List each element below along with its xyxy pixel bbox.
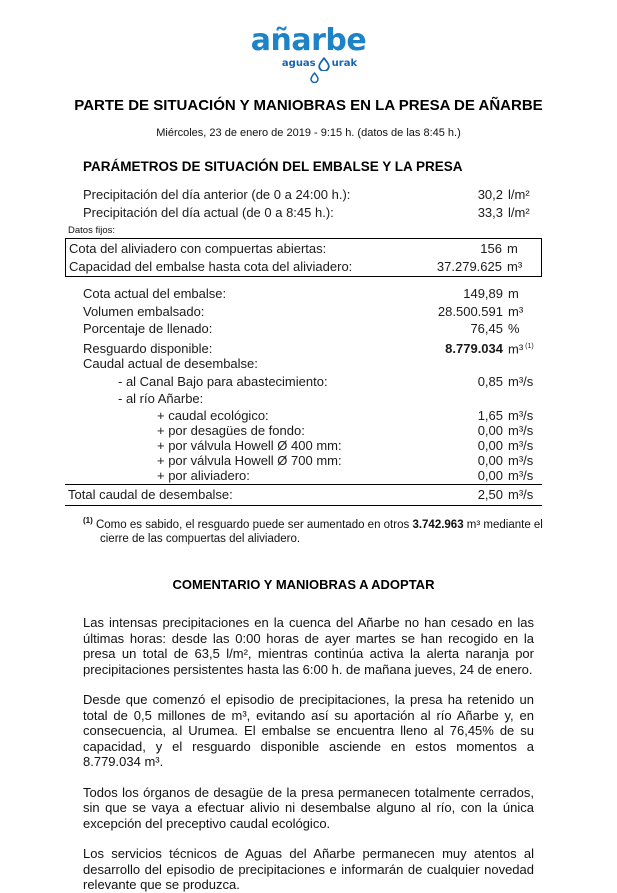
param-row [65,390,542,408]
param-row [65,408,542,423]
param-value: 28.500.591 [437,303,503,319]
param-unit: m [508,286,519,301]
param-value: 33,3 [477,204,503,220]
parameters-section-heading: PARÁMETROS DE SITUACIÓN DEL EMBALSE Y LA PRESA [83,159,463,174]
water-drop-icon [318,57,330,71]
param-row [65,423,542,438]
footnote [83,513,551,548]
param-unit: l/m² [508,204,530,220]
param-label: Cota actual del embalse: [83,286,227,301]
param-unit: m³/s [508,437,534,453]
param-row [65,285,542,303]
param-label: + por aliviadero: [157,467,250,483]
logo-subline [22,57,617,71]
param-label: Capacidad del embalse hasta cota del aliviadero: [69,258,353,274]
param-row [65,186,542,204]
param-label: Porcentaje de llenado: [83,321,213,336]
param-row [65,355,542,373]
param-unit: m³ $^{(1)}$ [508,340,534,356]
param-label: Total caudal de desembalse: [68,486,233,502]
param-unit: m [507,241,518,256]
footnote-marker: (1) [83,515,93,525]
param-unit: m³/s [508,422,534,438]
param-row [65,338,542,356]
param-row [65,373,542,391]
param-label: Volumen embalsado: [83,303,205,319]
param-unit: m³ [507,258,523,274]
report-datetime: Miércoles, 23 de enero de 2019 - 9:15 h. (datos de las 8:45 h.) [156,127,461,139]
param-value: 76,45 [470,321,503,336]
param-value: 0,00 [477,422,503,438]
param-value: 149,89 [463,286,503,301]
comment-paragraph: Desde que comenzó el episodio de precipitaciones, la presa ha retenido un total de 0,5 millones de m³, evitando así su aportación al río Añarbe y, en consecuencia, al Urumea. El embalse se encuentra lleno al 76,45% de su capacidad, y el resguardo disponible asciende en estos momentos a 8.779.034 m³. [83,692,534,770]
param-row [65,303,542,321]
param-group-plain [65,285,542,483]
param-label: Precipitación del día anterior (de 0 a 24:00 h.): [83,187,351,202]
param-label: Cota del aliviadero con compuertas abiertas: [69,241,327,256]
logo-sub-left: aguas [281,58,316,69]
param-label: - al río Añarbe: [118,391,204,406]
param-value: 156 [480,241,502,256]
param-value: 37.279.625 [436,258,502,274]
comment-paragraph: Los servicios técnicos de Aguas del Añarbe permanecen muy atentos al desarrollo del episodio de precipitaciones e informarán de cualquier novedad relevante que se produzca. [83,846,534,893]
param-label: + por válvula Howell Ø 400 mm: [157,437,342,453]
param-unit: l/m² [508,187,530,202]
comment-paragraph: Todos los órganos de desagüe de la presa permanecen totalmente cerrados, sin que se vaya a efectuar alivio ni desembalse alguno al río, con la única excepción del preceptivo caudal ecológico. [83,784,534,831]
parameters-table [65,186,542,506]
footnote-text-before: Como es sabido, el resguardo puede ser aumentado en otros [92,518,413,531]
param-row [65,320,542,338]
param-unit: m³/s [508,373,534,389]
footnote-bold-value: 3.742.963 [412,518,464,531]
page-title: PARTE DE SITUACIÓN Y MANIOBRAS EN LA PRESA DE AÑARBE [74,97,543,114]
footnote-reference: (1) [523,342,534,350]
param-value: 1,65 [477,407,503,423]
param-label: Resguardo disponible: [83,340,213,356]
footnote-text-after: m³ mediante el cierre de las compuertas del aliviadero. [100,518,543,546]
param-row [65,453,542,468]
param-value: 0,00 [477,452,503,468]
logo [0,23,617,83]
param-value: 2,50 [477,486,503,502]
water-drop-small-icon [310,72,319,83]
param-row [65,468,542,483]
logo-sub-right: urak [331,58,358,69]
param-row [66,258,541,276]
param-label: + por válvula Howell Ø 700 mm: [157,452,342,468]
param-label: + por desagües de fondo: [157,422,305,438]
param-unit: m³ [508,303,524,319]
param-group-boxed [65,238,542,277]
param-group-plain [65,186,542,221]
logo-wordmark: añarbe [250,23,367,58]
comment-section-heading: COMENTARIO Y MANIOBRAS A ADOPTAR [172,577,435,593]
param-value: 8.779.034 [445,340,503,356]
param-unit: m³/s [508,467,534,483]
param-label: + caudal ecológico: [157,407,269,423]
param-unit: % [508,321,520,336]
param-unit: m³/s [508,452,534,468]
param-row [65,486,542,504]
param-unit: m³/s [508,486,534,502]
param-unit: m³/s [508,407,534,423]
comment-paragraph: Las intensas precipitaciones en la cuenca del Añarbe no han cesado en las últimas horas: desde las 0:00 horas de ayer martes se han recogido en la presa un total de 63,5 l/m², mientras continúa activa la alerta naranja por precipitaciones persistentes hasta las 6:00 h. de mañana jueves, 24 de enero. [83,615,534,677]
param-label: Caudal actual de desembalse: [83,356,258,371]
content-column [65,159,542,893]
param-row [65,204,542,222]
param-value: 0,85 [477,373,503,389]
fixed-data-label: Datos fijos: [68,225,115,236]
param-label: Precipitación del día actual (de 0 a 8:45 h.): [83,204,334,220]
param-value: 0,00 [477,467,503,483]
param-value: 30,2 [477,187,503,202]
comment-paragraphs [83,615,534,893]
param-label: - al Canal Bajo para abastecimiento: [118,373,328,389]
param-row [65,438,542,453]
param-value: 0,00 [477,437,503,453]
param-row [66,240,541,258]
param-group-total [65,484,542,506]
